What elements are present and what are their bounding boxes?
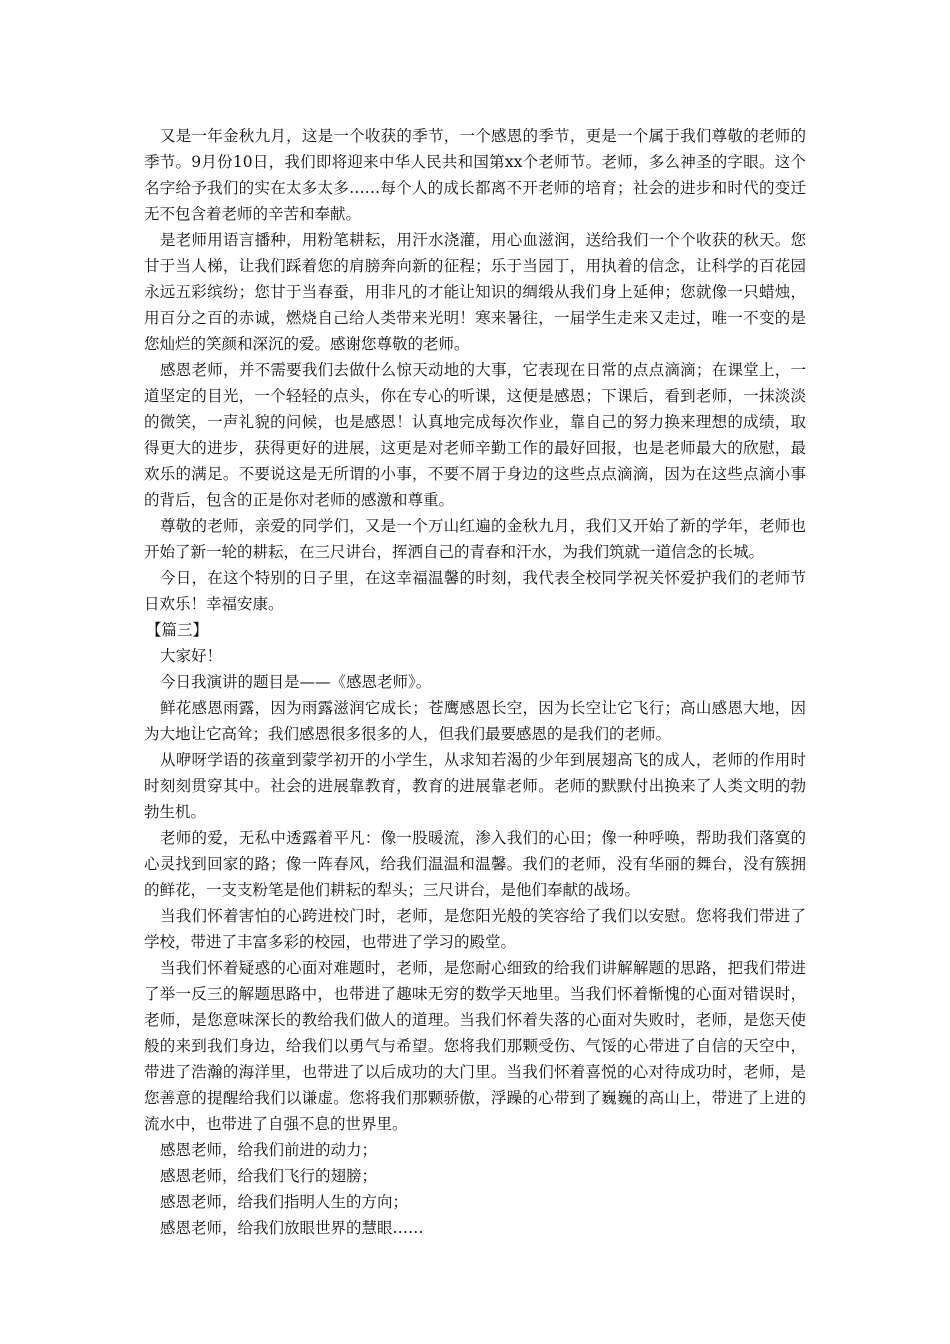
paragraph: 大家好！: [160, 647, 223, 665]
paragraph: 感恩老师，并不需要我们去做什么惊天动地的大事，它表现在日常的点点滴滴；在课堂上，一道坚定的目光，一个轻轻的点头，你在专心的听课，这便是感恩；下课后，看到老师，一抹淡淡的微笑，一声礼貌的问候，也是感恩！认真地完成每次作业，靠自己的努力换来理想的成绩，取得更大的进步，获得更好的进展，这更是对老师辛勤工作的最好回报，也是老师最大的欣慰，最欢乐的满足。不要说这是无所谓的小事，不要不屑于身边的这些点点滴滴，因为在这些点滴小事的背后，包含的正是你对老师的感激和尊重。: [144, 361, 806, 509]
paragraph: 感恩老师，给我们指明人生的方向；: [160, 1193, 409, 1211]
paragraph: 今日我演讲的题目是——《感恩老师》。: [160, 673, 432, 691]
paragraph: 是老师用语言播种，用粉笔耕耘，用汗水浇灌，用心血滋润，送给我们一个个收获的秋天。您甘于当人梯，让我们踩着您的肩膀奔向新的征程；乐于当园丁，用执着的信念，让科学的百花园永远五彩缤纷；您甘于当春蚕，用非凡的才能让知识的绸缎从我们身上延伸；您就像一只蜡烛，用百分之百的赤诚，燃烧自己给人类带来光明！寒来暑往，一届学生走来又走过，唯一不变的是您灿烂的笑颜和深沉的爱。感谢您尊敬的老师。: [144, 231, 806, 353]
section-heading: 【篇三】: [146, 621, 209, 639]
paragraph: 又是一年金秋九月，这是一个收获的季节，一个感恩的季节，更是一个属于我们尊敬的老师的季节。9月份10日，我们即将迎来中华人民共和国第xx个老师节。老师，多么神圣的字眼。这个名字给予我们的实在太多太多……每个人的成长都离不开老师的培育；社会的进步和时代的变迁无不包含着老师的辛苦和奉献。: [144, 127, 806, 223]
paragraph: 感恩老师，给我们前进的动力；: [160, 1141, 378, 1159]
paragraph: 感恩老师，给我们放眼世界的慧眼……: [160, 1219, 424, 1237]
paragraph: 当我们怀着害怕的心跨进校门时，老师，是您阳光般的笑容给了我们以安慰。您将我们带进了学校，带进了丰富多彩的校园，也带进了学习的殿堂。: [144, 907, 806, 951]
paragraph: 从咿呀学语的孩童到蒙学初开的小学生，从求知若渴的少年到展翅高飞的成人，老师的作用时时刻刻贯穿其中。社会的进展靠教育，教育的进展靠老师。老师的默默付出换来了人类文明的勃勃生机。: [144, 751, 806, 821]
paragraph: 尊敬的老师，亲爱的同学们，又是一个万山红遍的金秋九月，我们又开始了新的学年，老师也开始了新一轮的耕耘，在三尺讲台，挥洒自己的青春和汗水，为我们筑就一道信念的长城。: [144, 517, 806, 561]
paragraph: 鲜花感恩雨露，因为雨露滋润它成长；苍鹰感恩长空，因为长空让它飞行；高山感恩大地，因为大地让它高耸；我们感恩很多很多的人，但我们最要感恩的是我们的老师。: [144, 699, 806, 743]
paragraph: 老师的爱，无私中透露着平凡：像一股暖流，渗入我们的心田；像一种呼唤，帮助我们落寞的心灵找到回家的路；像一阵春风，给我们温温和温馨。我们的老师，没有华丽的舞台，没有簇拥的鲜花，一支支粉笔是他们耕耘的犁头；三尺讲台，是他们奉献的战场。: [144, 829, 806, 899]
document-page: [144, 123, 806, 1241]
paragraph: 感恩老师，给我们飞行的翅膀；: [160, 1167, 378, 1185]
paragraph: 当我们怀着疑惑的心面对难题时，老师，是您耐心细致的给我们讲解解题的思路，把我们带进了举一反三的解题思路中，也带进了趣味无穷的数学天地里。当我们怀着惭愧的心面对错误时，老师，是您意味深长的教给我们做人的道理。当我们怀着失落的心面对失败时，老师，是您天使般的来到我们身边，给我们以勇气与希望。您将我们那颗受伤、气馁的心带进了自信的天空中，带进了浩瀚的海洋里，也带进了以后成功的大门里。当我们怀着喜悦的心对待成功时，老师，是您善意的提醒给我们以谦虚。您将我们那颗骄傲，浮躁的心带到了巍巍的高山上，带进了上进的流水中，也带进了自强不息的世界里。: [144, 959, 806, 1133]
paragraph: 今日，在这个特别的日子里，在这幸福温馨的时刻，我代表全校同学祝关怀爱护我们的老师节日欢乐！幸福安康。: [144, 569, 806, 613]
